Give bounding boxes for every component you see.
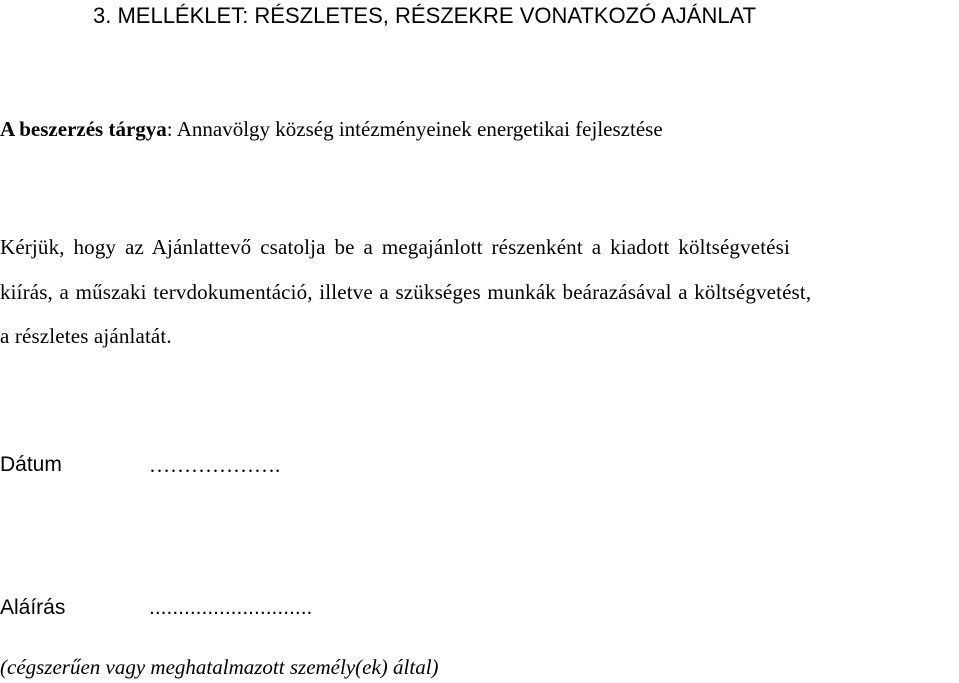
document-title: 3. MELLÉKLET: RÉSZLETES, RÉSZEKRE VONATKOZÓ AJÁNLAT	[93, 3, 757, 28]
procurement-subject	[0, 116, 663, 142]
signature-label: Aláírás	[0, 596, 66, 619]
procurement-subject-value: Annavölgy község intézményeinek energetikai fejlesztése	[172, 117, 663, 141]
procurement-subject-separator: :	[166, 117, 173, 141]
signature-field: ............................	[149, 596, 313, 619]
instruction-paragraph-line-3: a részletes ajánlatát.	[0, 324, 172, 348]
date-field: ……………….	[149, 453, 281, 477]
instruction-paragraph-line-2: kiírás, a műszaki tervdokumentáció, illetve a szükséges munkák beárazásával a költségvetést,	[0, 280, 812, 304]
signature-caption: (cégszerűen vagy meghatalmazott személy(ek) által)	[0, 655, 439, 679]
date-label: Dátum	[0, 453, 62, 476]
procurement-subject-label: A beszerzés tárgya	[0, 117, 167, 141]
instruction-paragraph-line-1: Kérjük, hogy az Ajánlattevő csatolja be a megajánlott részenként a kiadott költségvetési	[0, 235, 790, 259]
